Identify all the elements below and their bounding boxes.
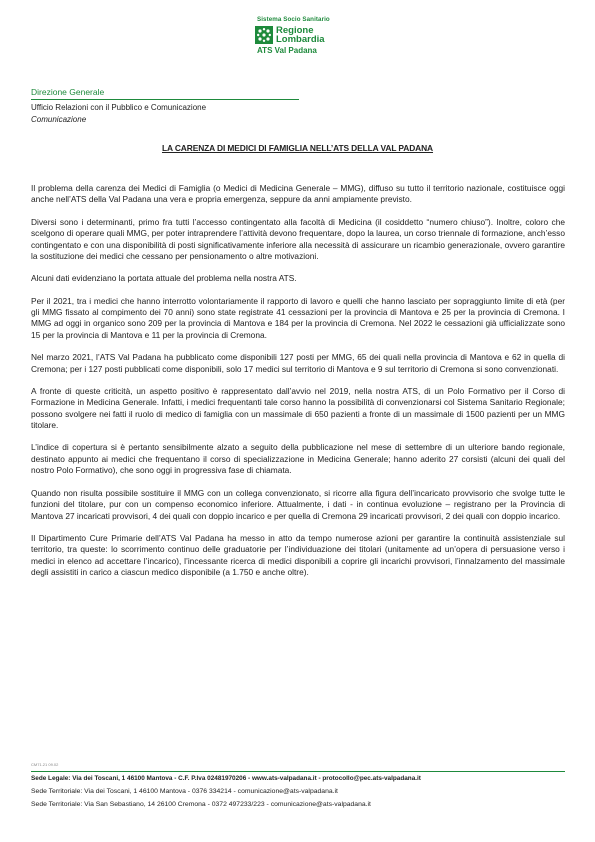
legal-address: Sede Legale: Via dei Toscani, 1 46100 Mantova - C.F. P.Iva 02481970206 - www.ats-valpadana.it - protocollo@pec.ats-valpadana.it (31, 775, 421, 782)
paragraph: Il Dipartimento Cure Primarie dell’ATS Val Padana ha messo in atto da tempo numerose azioni per garantire la continuità assistenziale sul territorio, tra queste: lo scorrimento continuo delle graduatorie per l’individuazione dei titolari (unitamente ad un’opera di persuasione verso i medici in elenco ad accettare l’incarico), l’incessante ricerca di medici disponibili a coprire gli incarichi provvisori, l’innalzamento del massimale degli assistiti in carico a ciascun medico disponibile (a 1.750 e anche oltre). (31, 532, 565, 578)
document-title: LA CARENZA DI MEDICI DI FAMIGLIA NELL’ATS DELLA VAL PADANA (161, 143, 434, 153)
paragraph: Diversi sono i determinanti, primo fra tutti l’accesso contingentato alla facoltà di Medicina (il cosiddetto “numero chiuso”). Inoltre, coloro che scelgono di operare quali MMG, per poter intraprendere l’attività devono frequentare, dopo la laurea, un corso triennale di formazione, anch’esso contingentato e con una disponibilità di posti significativamente inferiore alla necessità di assicurare un ricambio generazionale, ovvero garantire la sostituzione dei medici che cessano per pensionamento o altre motivazioni. (31, 216, 565, 262)
ats-logo (255, 16, 355, 55)
territorial-address-cremona: Sede Territoriale: Via San Sebastiano, 14 26100 Cremona - 0372 497233/223 - comunicazione@ats-valpadana.it (31, 801, 371, 808)
paragraph: Quando non risulta possibile sostituire il MMG con un collega convenzionato, si ricorre alla figura dell’incaricato provvisorio che svolge tutte le funzioni del titolare, pur con un compenso economico inferiore. Attualmente, i dati - in continua evoluzione – registrano per la Provincia di Mantova 27 incaricati provvisori, 4 dei quali con doppio incarico e per quella di Cremona 29 incaricati provvisori, 2 dei quali con doppio incarico. (31, 487, 565, 521)
logo-row (255, 26, 355, 44)
territorial-address-mantova: Sede Territoriale: Via dei Toscani, 1 46100 Mantova - 0376 334214 - comunicazione@ats-valpadana.it (31, 788, 338, 795)
document-code: CM71.21 09.02 (31, 762, 59, 767)
region-line1: Regione (276, 25, 314, 36)
paragraph: L’indice di copertura si è pertanto sensibilmente alzato a seguito della pubblicazione nel mese di settembre di un ulteriore bando regionale, destinato appunto ai medici che frequentano il corso di specializzazione in Medicina Generale; hanno aderito 27 corsisti (alcuni dei quali del nostro Polo Formativo), che sono oggi in progressiva fase di chiamata. (31, 442, 565, 476)
region-line2: Lombardia (276, 34, 325, 45)
region-name (276, 26, 325, 44)
footer-divider (31, 771, 565, 772)
comunicazione-label: Comunicazione (31, 115, 87, 124)
system-name: Sistema Socio Sanitario (257, 16, 330, 23)
document-body (31, 183, 565, 589)
department-block (31, 87, 299, 124)
page-footer (31, 762, 565, 808)
agency-name: ATS Val Padana (257, 46, 317, 55)
paragraph: Nel marzo 2021, l’ATS Val Padana ha pubblicato come disponibili 127 posti per MMG, 65 dei quali nella provincia di Mantova e 62 in quella di Cremona; per i 127 posti pubblicati come disponibili, solo 17 medici sul territorio di Mantova e 9 sul territorio di Cremona si sono convenzionati. (31, 352, 565, 374)
paragraph: Alcuni dati evidenziano la portata attuale del problema nella nostra ATS. (31, 273, 297, 284)
paragraph: Per il 2021, tra i medici che hanno interrotto volontariamente il rapporto di lavoro e quelli che hanno lasciato per sopraggiunto limite di età (per gli MMG fissato al compimento dei 70 anni) sono state registrate 41 cessazioni per la provincia di Mantova e 25 per la provincia di Cremona. I MMG ad oggi in organico sono 209 per la provincia di Mantova e 184 per la provincia di Cremona. Nel 2022 le cessazioni già ufficializzate sono 15 per la provincia di Mantova e 11 per la provincia di Cremona. (31, 295, 565, 340)
lombardy-rose-icon (255, 26, 273, 44)
paragraph: A fronte di queste criticità, un aspetto positivo è rappresentato dall’avvio nel 2019, nella nostra ATS, di un Polo Formativo per il Corso di Formazione in Medicina Generale. Infatti, i medici frequentanti tale corso hanno la possibilità di convenzionarsi col Sistema Sanitario Regionale; possono svolgere nei fatti il ruolo di medico di famiglia con un massimale di 650 pazienti a fronte di un massimale di 1500 pazienti per un MMG titolare. (31, 385, 565, 431)
paragraph: Il problema della carenza dei Medici di Famiglia (o Medici di Medicina Generale – MMG), diffuso su tutto il territorio nazionale, costituisce oggi anche nell’ATS della Val Padana una vera e propria emergenza, seppure da anni ampiamente previsto. (31, 183, 565, 205)
ufficio-relazioni: Ufficio Relazioni con il Pubblico e Comunicazione (31, 103, 207, 112)
direzione-generale: Direzione Generale (31, 87, 299, 100)
